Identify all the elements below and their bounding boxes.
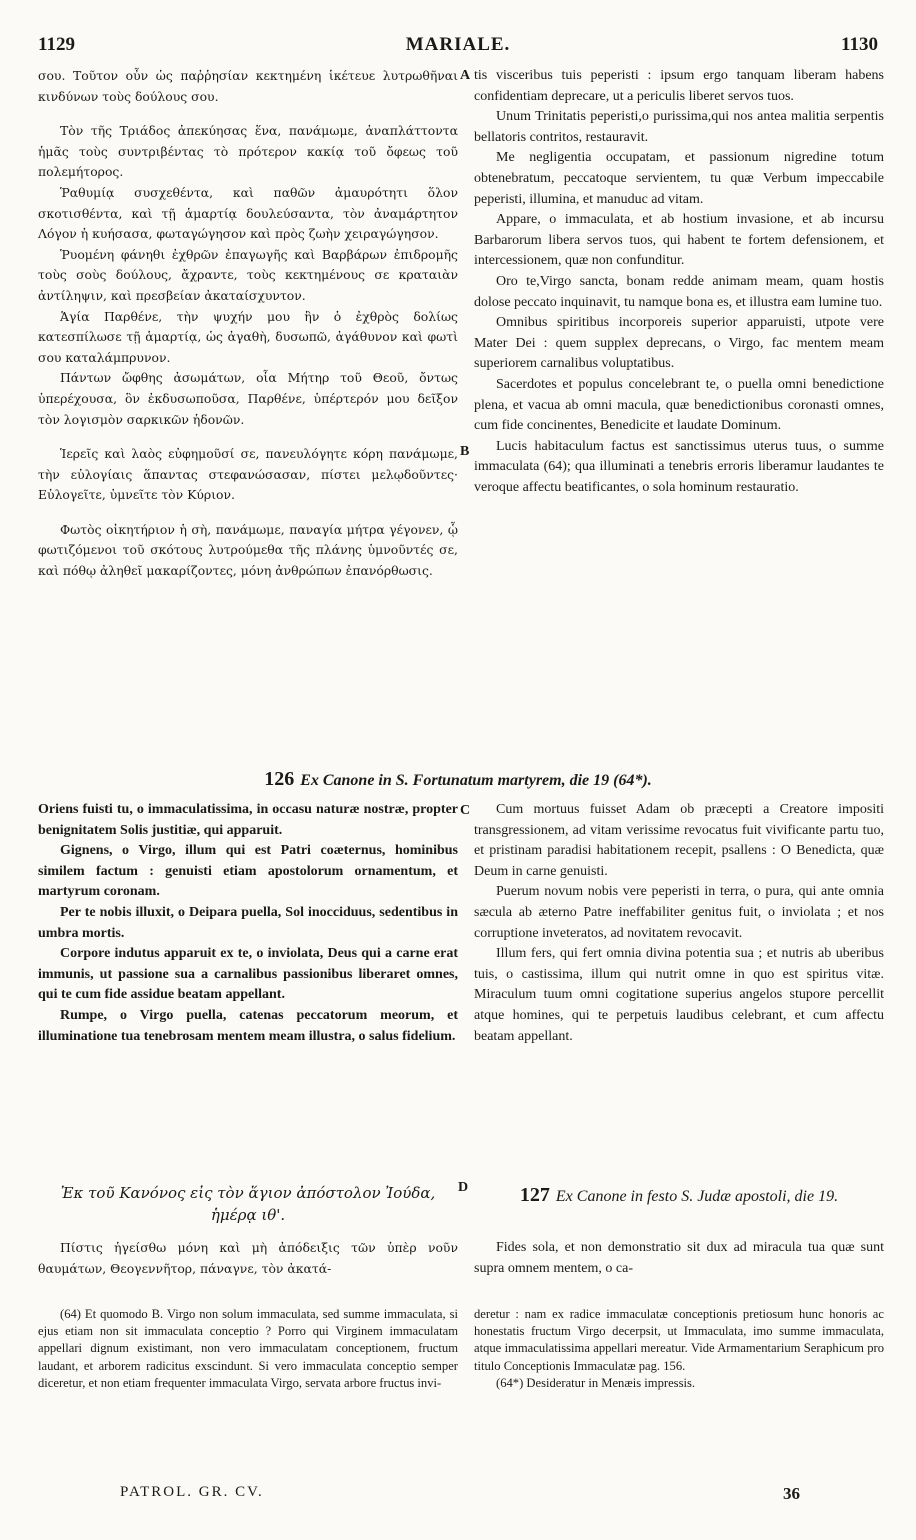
page-footer	[120, 1484, 800, 1508]
section-heading-126	[0, 768, 916, 791]
latin-column-middle-left	[38, 800, 458, 1047]
margin-marker-a: A	[460, 68, 471, 83]
greek-paragraph: Ῥυομένη φάνηθι ἐχθρῶν ἐπαγωγῆς καὶ Βαρβάρων ἐπιδρομῆς τοὺς σοὺς δούλους, ἄχραντε, τοὺς κεκτημένους σε κραταιὰν ἀντίληψιν, καὶ πρεσβείαν ἀκαταίσχυντον.	[38, 246, 458, 303]
page-number-left: 1129	[38, 34, 75, 55]
footnote: (64) Et quomodo B. Virgo non solum immaculata, sed summe immaculata, si ejus etiam non sit immaculata conceptio ? Porro qui Virginem immaculatam appellari dignum existimant, non vero immaculatam conceptionem, fructum laudant, et arborem radicitus exscindunt. Si vero immaculata conceptio semper diceretur, et non etiam frequenter immaculata Virgo, servata arbore fructus invi-	[38, 1307, 458, 1390]
greek-column-bottom	[38, 1238, 458, 1279]
latin-paragraph: Per te nobis illuxit, o Deipara puella, Sol inocciduus, sedentibus in umbra mortis.	[38, 904, 458, 941]
margin-marker-d: D	[458, 1180, 469, 1195]
greek-paragraph: Ἁγία Παρθένε, τὴν ψυχήν μου ἣν ὁ ἐχθρὸς δολίως κατεσπίλωσε τῇ ἁμαρτίᾳ, ὡς ἀγαθὴ, δυσωπῶ, ἀγάθυνον καὶ φωτὶ σου καταλάμπρυνον.	[38, 308, 458, 365]
latin-paragraph: Fides sola, et non demonstratio sit dux ad miracula tua quæ sunt supra omnem mentem, o ca-	[474, 1240, 884, 1276]
section-heading-127	[474, 1184, 884, 1207]
section-number: 126	[264, 768, 295, 790]
greek-paragraph: σου. Τοῦτον οὖν ὡς παῤῥησίαν κεκτημένη ἱκέτευε λυτρωθῆναι κινδύνων τοὺς δούλους σου.	[38, 68, 458, 104]
footnotes-right	[474, 1306, 884, 1392]
latin-column-bottom	[474, 1238, 884, 1279]
latin-paragraph: Sacerdotes et populus concelebrant te, o puella omni benedictione plena, et vacua ab omni macula, quæ benedictionibus coronasti omnes, cum fide concinentes, Benedicite et laudate Dominum.	[474, 376, 884, 434]
page-header	[38, 34, 878, 60]
running-title: MARIALE.	[405, 34, 511, 55]
greek-paragraph: Φωτὸς οἰκητήριον ἡ σὴ, πανάμωμε, παναγία μήτρα γέγονεν, ᾧ φωτιζόμενοι τοῦ σκότους λυτρούμεθα τῆς πλάνης ὑμνοῦντές σε, καὶ πόθῳ ἀληθεῖ μακαρίζοντες, μόνη ἀνθρώπων ἐπανόρθωσις.	[38, 521, 458, 579]
greek-paragraph: Πάντων ὤφθης ἀσωμάτων, οἷα Μήτηρ τοῦ Θεοῦ, ὄντως ὑπερέχουσα, ὃν ἐκδυσωποῦσα, Παρθένε, ὑπέρτερόν μου δεῖξον τὸν λογισμὸν σαρκικῶν ἡδονῶν.	[38, 370, 458, 427]
latin-paragraph: Me negligentia occupatam, et passionum nigredine totum obtenebratum, peccatoque servientem, tu quæ Verbum impeccabile peperisti, illumina, et manuduc ad vitam.	[474, 150, 884, 207]
section-number: 127	[519, 1184, 550, 1206]
margin-marker-b: B	[460, 444, 470, 459]
latin-paragraph: Oro te,Virgo sancta, bonam redde animam meam, quam hostis dolose peccato inquinavit, tu namque bona es, et illustra eam lumine tuo.	[474, 273, 884, 310]
latin-paragraph: Oriens fuisti tu, o immaculatissima, in occasu naturæ nostræ, propter benignitatem Solis justitiæ, qui apparuit.	[38, 802, 458, 838]
latin-paragraph: Appare, o immaculata, et ab hostium invasione, et ab incursu Barbarorum libera servos tuos, qui habent te fortem defensionem, et intercessionem, quæ non confunditur.	[474, 212, 884, 269]
latin-paragraph: Illum fers, qui fert omnia divina potentia sua ; et nutris ab uberibus tuis, o castissima, illum qui nutrit omne in quo est spiritus vitæ. Miraculum tuum omni cogitatione superius angelos stupore percellit atque homines, qui te perpetuis laudibus celebrant, et cum affectu beatam appellant.	[474, 946, 884, 1044]
section-title: Ex Canone in festo S. Judæ apostoli, die 19.	[555, 1188, 839, 1205]
latin-paragraph: tis visceribus tuis peperisti : ipsum ergo tanquam liberam habens confidentiam deprecare, ut a periculis liberet servos tuos.	[474, 68, 884, 104]
latin-paragraph: Lucis habitaculum factus est sanctissimus uterus tuus, o summe immaculata (64); qua illuminati a tenebris erroris liberamur laudantes te veroque affectu beatificantes, o sola hominum restauratio.	[474, 438, 884, 495]
footnote: (64*) Desideratur in Menæis impressis.	[496, 1375, 696, 1390]
greek-paragraph: Τὸν τῆς Τριάδος ἀπεκύησας ἕνα, πανάμωμε, ἀναπλάττοντα ἡμᾶς τοὺς συντριβέντας τὸ πρότερον κακίᾳ τοῦ ὄφεως τοῦ πολεμήτορος.	[38, 123, 458, 180]
section-title: Ex Canone in S. Fortunatum martyrem, die 19 (64*).	[300, 772, 652, 789]
greek-section-heading-127: Ἐκ τοῦ Κανόνος εἰς τὸν ἅγιον ἀπόστολον Ἰούδα, ἡμέρᾳ ιθ'.	[60, 1184, 436, 1224]
latin-column-top	[474, 66, 884, 498]
latin-paragraph: Gignens, o Virgo, illum qui est Patri coæternus, hominibus similem factum : genuisti etiam apostolorum ornamentum, et martyrum coronam.	[38, 843, 458, 900]
margin-marker-c: C	[460, 803, 471, 818]
latin-paragraph: Cum mortuus fuisset Adam ob præcepti a Creatore impositi transgressionem, ad vitam verissime revocatus fuit vivificante partu tuo, et pristinam paradisi habitationem recepit, psallens : O Benedicta, quæ Deum in carne genuisti.	[474, 802, 884, 879]
greek-column-top	[38, 66, 458, 582]
footnotes-left	[38, 1306, 458, 1392]
latin-paragraph: Omnibus spiritibus incorporeis superior apparuisti, utpote vere Mater Dei : quem supplex deprecans, o Virgo, fac mentem meam superiorem carnalibus voluptatibus.	[474, 315, 884, 372]
footer-sheet-number: 36	[783, 1484, 800, 1503]
latin-paragraph: Rumpe, o Virgo puella, catenas peccatorum meorum, et illuminatione tua tenebrosam mentem meam illustra, o salus fidelium.	[38, 1007, 458, 1044]
greek-paragraph: Πίστις ἡγείσθω μόνη καὶ μὴ ἀπόδειξις τῶν ὑπὲρ νοῦν θαυμάτων, Θεογεννῆτορ, πάναγνε, τὸν ἀκατά-	[38, 1240, 458, 1276]
latin-paragraph: Unum Trinitatis peperisti,o purissima,qui nos antea malitia serpentis bellatoris contritos, restauravit.	[474, 109, 884, 145]
greek-paragraph: Ἱερεῖς καὶ λαὸς εὐφημοῦσί σε, πανευλόγητε κόρη πανάμωμε, τὴν εὐλογίαις ἅπαντας στεφανώσασαν, πίστει μελῳδοῦντες· Εὐλογεῖτε, ὑμνεῖτε τὸν Κύριον.	[38, 446, 458, 503]
footer-signature: PATROL. GR. CV.	[120, 1484, 264, 1500]
latin-paragraph: Puerum novum nobis vere peperisti in terra, o pura, qui ante omnia sæcula ab æterno Patre ineffabiliter genitus fuit, o inviolata ; et nos corruptione inveteratos, ad novitatem revocavit.	[474, 884, 884, 941]
latin-column-middle-right	[474, 800, 884, 1047]
footnote: deretur : nam ex radice immaculatæ conceptionis pretiosum hunc honoris ac honestatis fructum Virgo decerpsit, ut Immaculata, imo summe immaculata, atque immaculatissima appellari mereatur. Vide Armamentarium Seraphicum pro titulo Conceptionis Immaculatæ pag. 156.	[474, 1307, 884, 1373]
greek-paragraph: Ῥαθυμίᾳ συσχεθέντα, καὶ παθῶν ἀμαυρότητι ὅλον σκοτισθέντα, καὶ τῇ ἁμαρτίᾳ δουλεύσαντα, τὸν ἀναμάρτητον Λόγον ἡ κυήσασα, φωταγώγησον καὶ πρὸς ζωὴν χειραγώγησον.	[38, 184, 458, 242]
page-number-right: 1130	[841, 34, 878, 55]
latin-paragraph: Corpore indutus apparuit ex te, o inviolata, Deus qui a carne erat immunis, ut passione sua a carnalibus passionibus liberaret omnes, qui te cum fide assidue beatam appellant.	[38, 946, 458, 1003]
